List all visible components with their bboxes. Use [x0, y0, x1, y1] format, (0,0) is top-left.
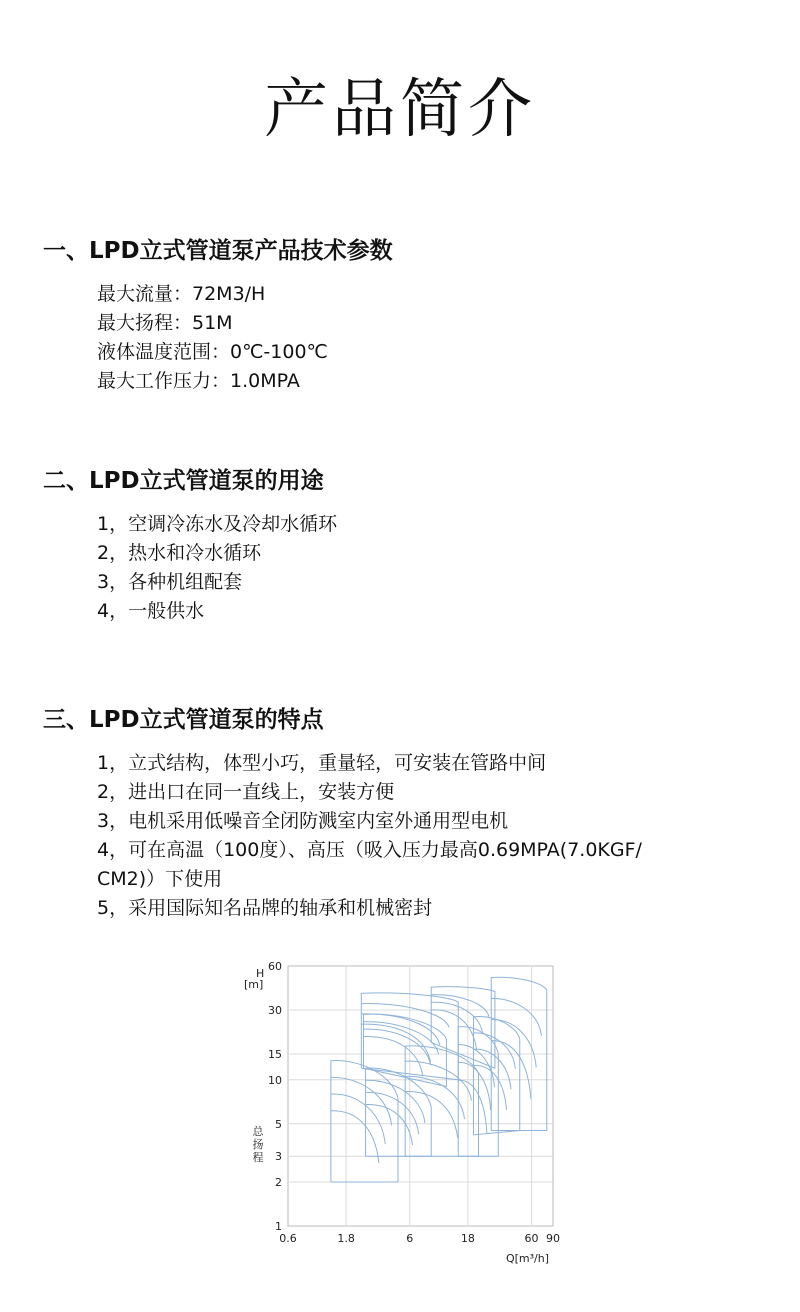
y-tick-label: 60 — [268, 960, 282, 973]
list-item: CM2)）下使用 — [97, 868, 223, 890]
x-tick-label: 90 — [546, 1232, 560, 1245]
impeller-curve — [366, 1080, 425, 1123]
impeller-curve — [361, 1024, 430, 1062]
impeller-curve — [363, 1022, 438, 1055]
list-item: 3，电机采用低噪音全闭防溅室内室外通用型电机 — [97, 810, 509, 832]
chart-frame — [288, 966, 553, 1226]
impeller-curve — [491, 999, 541, 1036]
list-item: 5，采用国际知名品牌的轴承和机械密封 — [97, 897, 433, 919]
list-item: 液体温度范围：0℃-100℃ — [97, 341, 328, 363]
x-tick-label: 60 — [524, 1232, 539, 1245]
x-tick-label: 0.6 — [279, 1232, 297, 1245]
impeller-curve — [458, 1080, 487, 1133]
list-item: 最大流量：72M3/H — [97, 283, 266, 305]
performance-region — [431, 987, 495, 1069]
impeller-curve — [331, 1077, 392, 1125]
x-tick-label: 6 — [406, 1232, 414, 1245]
page-title: 产品简介 — [264, 73, 536, 147]
list-item: 最大工作压力：1.0MPA — [97, 370, 300, 392]
performance-region — [331, 1061, 398, 1182]
x-tick-label: 18 — [460, 1232, 475, 1245]
impeller-curve — [361, 1004, 449, 1028]
impeller-curve — [363, 1029, 430, 1065]
list-item: 4，可在高温（100度）、高压（吸入压力最高0.69MPA(7.0KGF/ — [97, 839, 642, 861]
x-tick-label: 1.8 — [337, 1232, 355, 1245]
list-item: 2，进出口在同一直线上，安装方便 — [97, 781, 395, 803]
list-item: 2，热水和冷水循环 — [97, 542, 262, 564]
impeller-curve — [405, 1061, 471, 1100]
section-heading: 三、LPD立式管道泵的特点 — [43, 707, 324, 733]
list-item: 最大扬程：51M — [97, 312, 233, 334]
y-axis-unit-bottom: [m] — [244, 978, 264, 991]
uses-list — [97, 510, 757, 626]
performance-chart — [238, 960, 568, 1272]
list-item: 1，立式结构，体型小巧，重量轻，可安装在管路中间 — [97, 752, 547, 774]
y-axis-unit-top: H — [256, 967, 265, 980]
y-tick-label: 2 — [275, 1175, 282, 1189]
y-tick-label: 1 — [275, 1220, 282, 1233]
impeller-curve — [458, 1062, 490, 1110]
y-axis-label: 总扬程 — [252, 1125, 264, 1164]
chart-grid — [288, 966, 553, 1226]
section-heading: 一、LPD立式管道泵产品技术参数 — [43, 238, 393, 264]
impeller-curve — [431, 995, 489, 1017]
impeller-curve — [473, 1049, 511, 1089]
list-item: 1，空调冷冻水及冷却水循环 — [97, 513, 338, 535]
y-tick-label: 30 — [268, 1004, 282, 1018]
y-tick-label: 5 — [275, 1117, 282, 1131]
y-tick-label: 10 — [268, 1073, 282, 1087]
list-item: 3，各种机组配套 — [97, 571, 243, 593]
spec-list — [97, 280, 757, 396]
section-heading: 二、LPD立式管道泵的用途 — [43, 468, 324, 494]
y-tick-label: 3 — [275, 1150, 282, 1164]
y-tick-label: 15 — [268, 1048, 282, 1062]
x-axis-label: Q[m³/h] — [505, 1252, 549, 1265]
list-item: 4，一般供水 — [97, 600, 205, 622]
impeller-curve — [331, 1111, 379, 1163]
features-list — [97, 749, 757, 923]
